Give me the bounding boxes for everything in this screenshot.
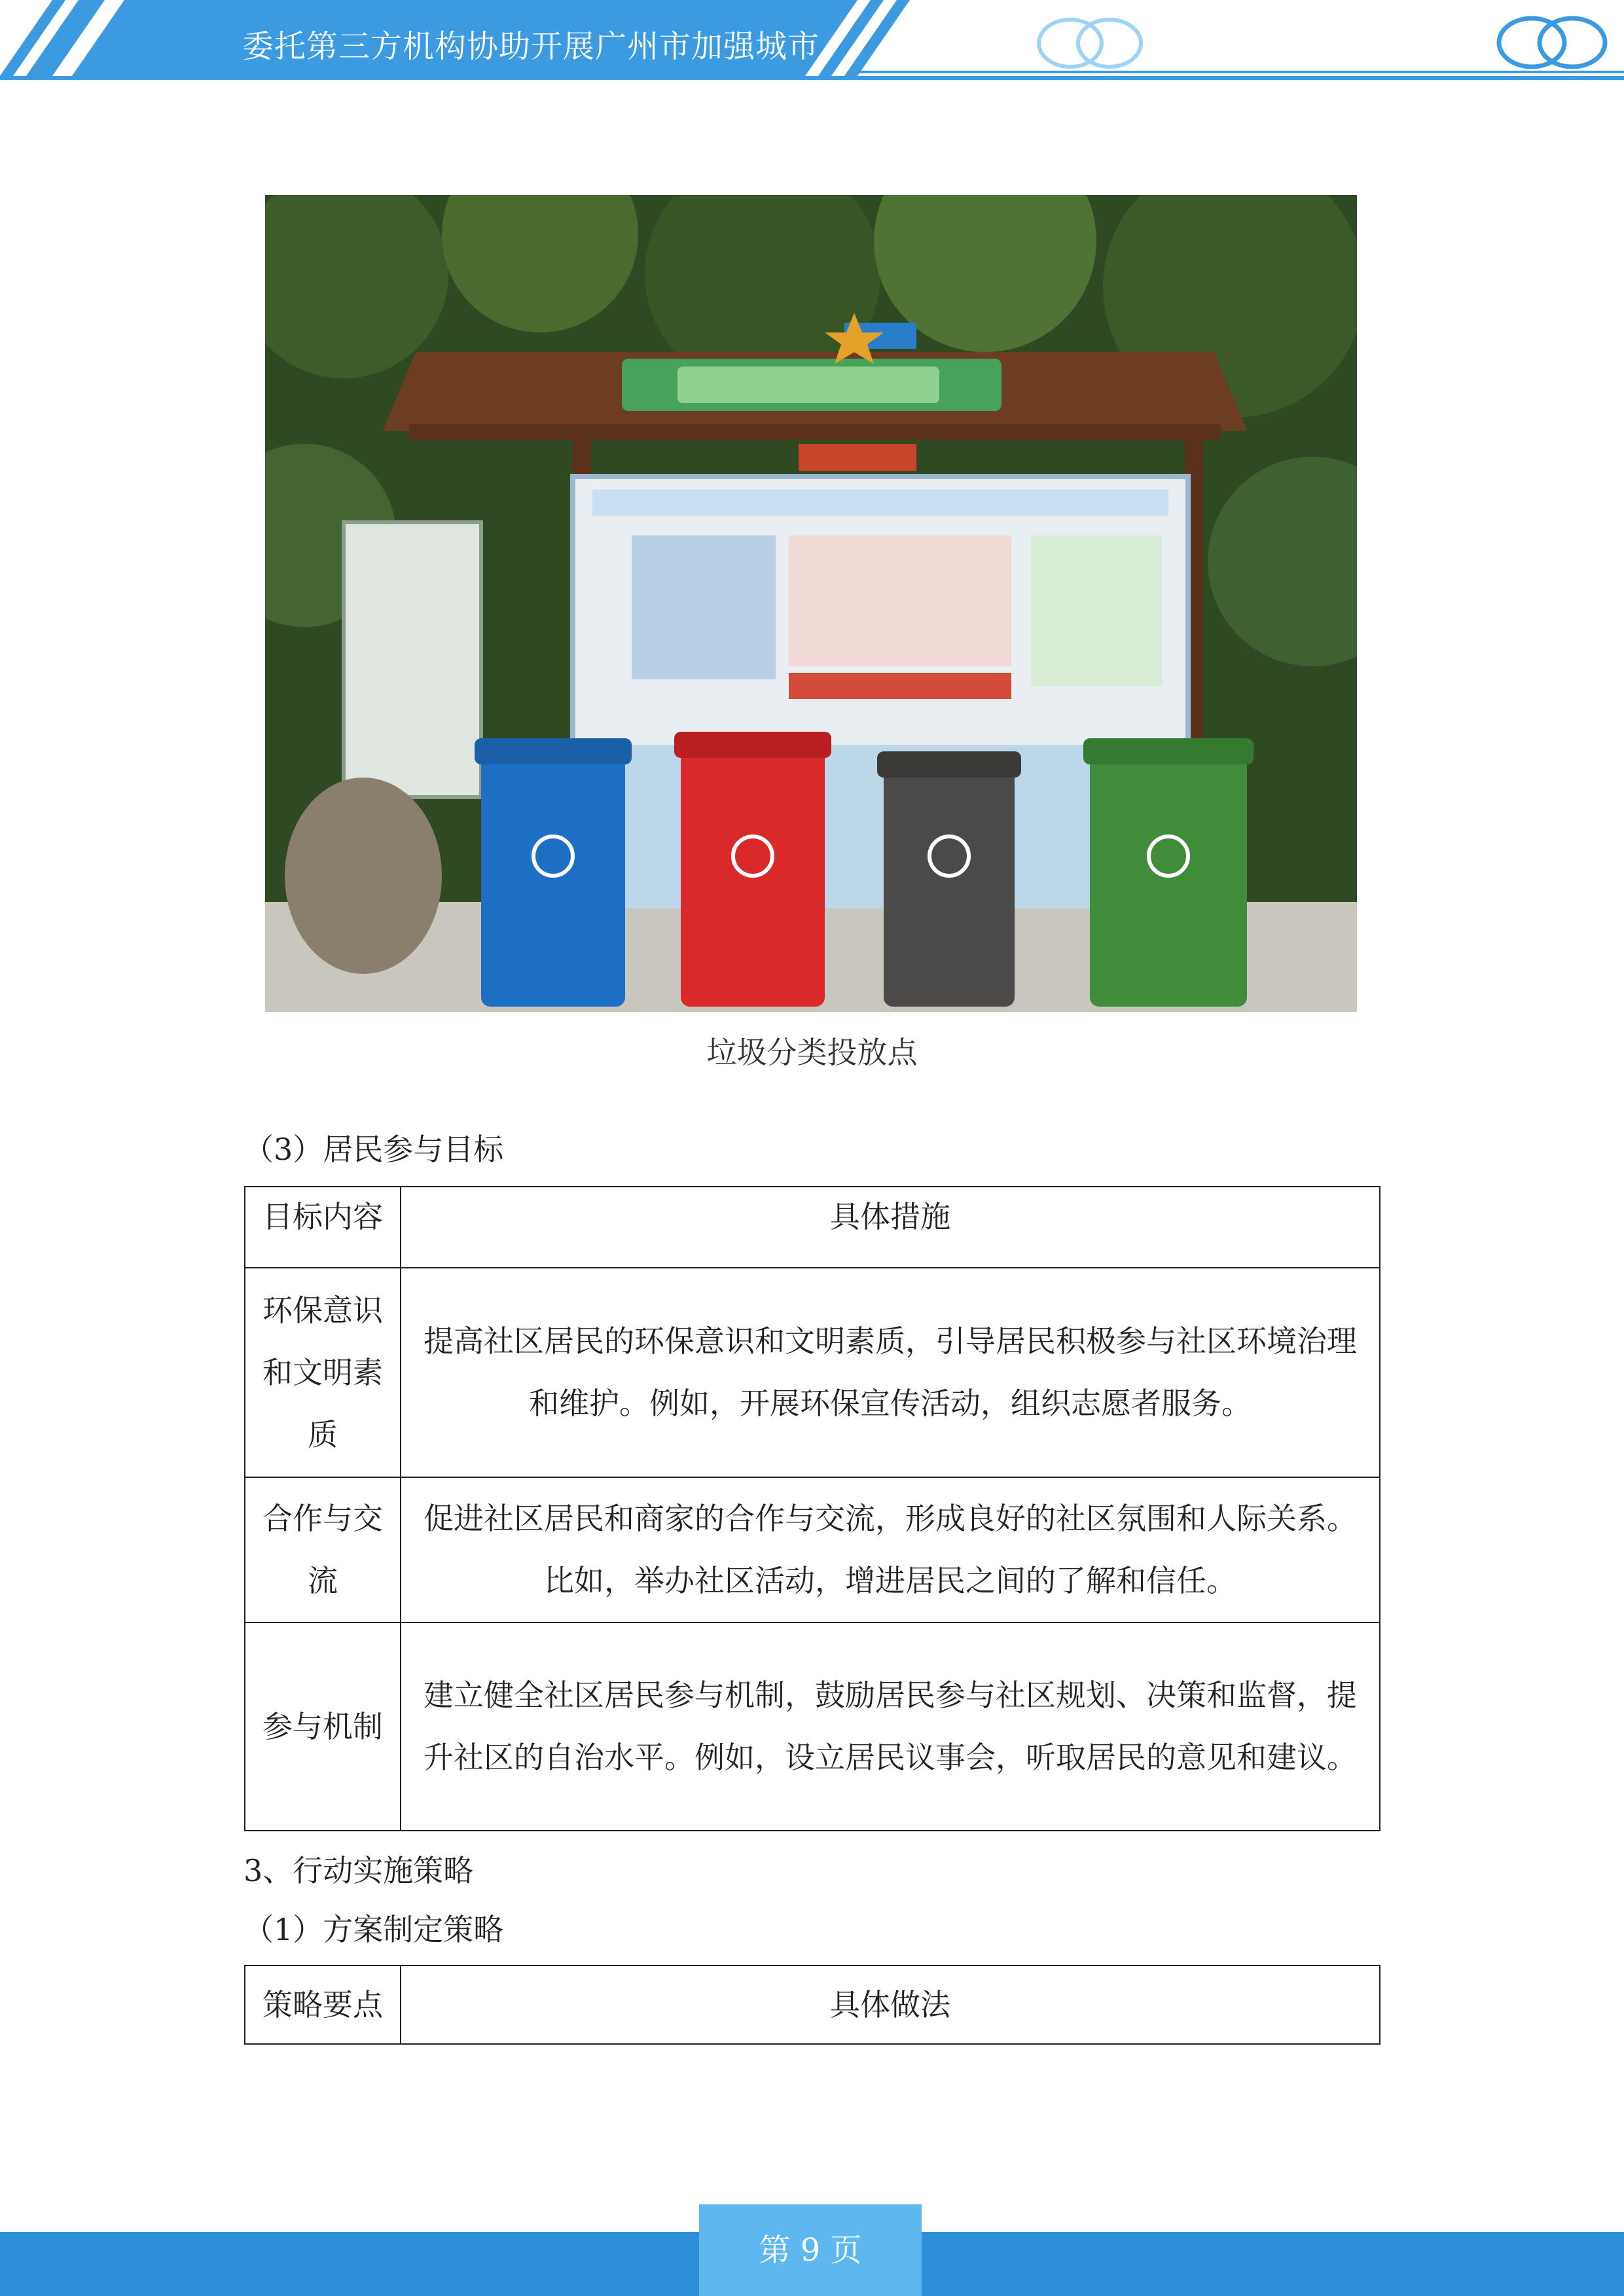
section-heading-strategy: 3、行动实施策略 [244,1853,474,1888]
figure-caption: 垃圾分类投放点 [706,1035,918,1070]
page-number: 第 9 页 [699,2204,922,2296]
row-measure-cell: 促进社区居民和商家的合作与交流，形成良好的社区氛围和人际关系。比如，举办社区活动，增进居民之间的了解和信任。 [401,1477,1380,1623]
column-header-method: 具体做法 [401,1965,1380,2044]
page-header [0,0,1624,85]
row-target-cell: 合作与交流 [245,1477,401,1623]
table-row [245,1623,1380,1831]
residents-goal-table [244,1186,1380,1831]
table-header-row [245,1965,1380,2044]
section-heading-residents: （3）居民参与目标 [244,1132,504,1167]
row-target-cell: 参与机制 [245,1623,401,1831]
column-header-target: 目标内容 [245,1187,401,1268]
column-header-strategy-point: 策略要点 [245,1965,401,2044]
table-row [245,1477,1380,1623]
subheading-plan-strategy: （1）方案制定策略 [244,1912,504,1947]
row-measure-cell: 提高社区居民的环保意识和文明素质，引导居民积极参与社区环境治理和维护。例如，开展环保宣传活动，组织志愿者服务。 [401,1268,1380,1477]
table-header-row [245,1187,1380,1268]
faded-rings-logo-icon [1034,14,1152,72]
column-header-measure: 具体措施 [401,1187,1380,1268]
row-target-cell: 环保意识和文明素质 [245,1268,401,1477]
table-row [245,1268,1380,1477]
strategy-table [244,1965,1380,2045]
header-title: 委托第三方机构协助开展广州市加强城市 [242,28,820,65]
row-measure-cell: 建立健全社区居民参与机制，鼓励居民参与社区规划、决策和监督，提升社区的自治水平。例如，设立居民议事会，听取居民的意见和建议。 [401,1623,1380,1831]
garbage-sorting-station-photo [265,195,1357,1012]
rings-logo-icon [1492,13,1617,72]
